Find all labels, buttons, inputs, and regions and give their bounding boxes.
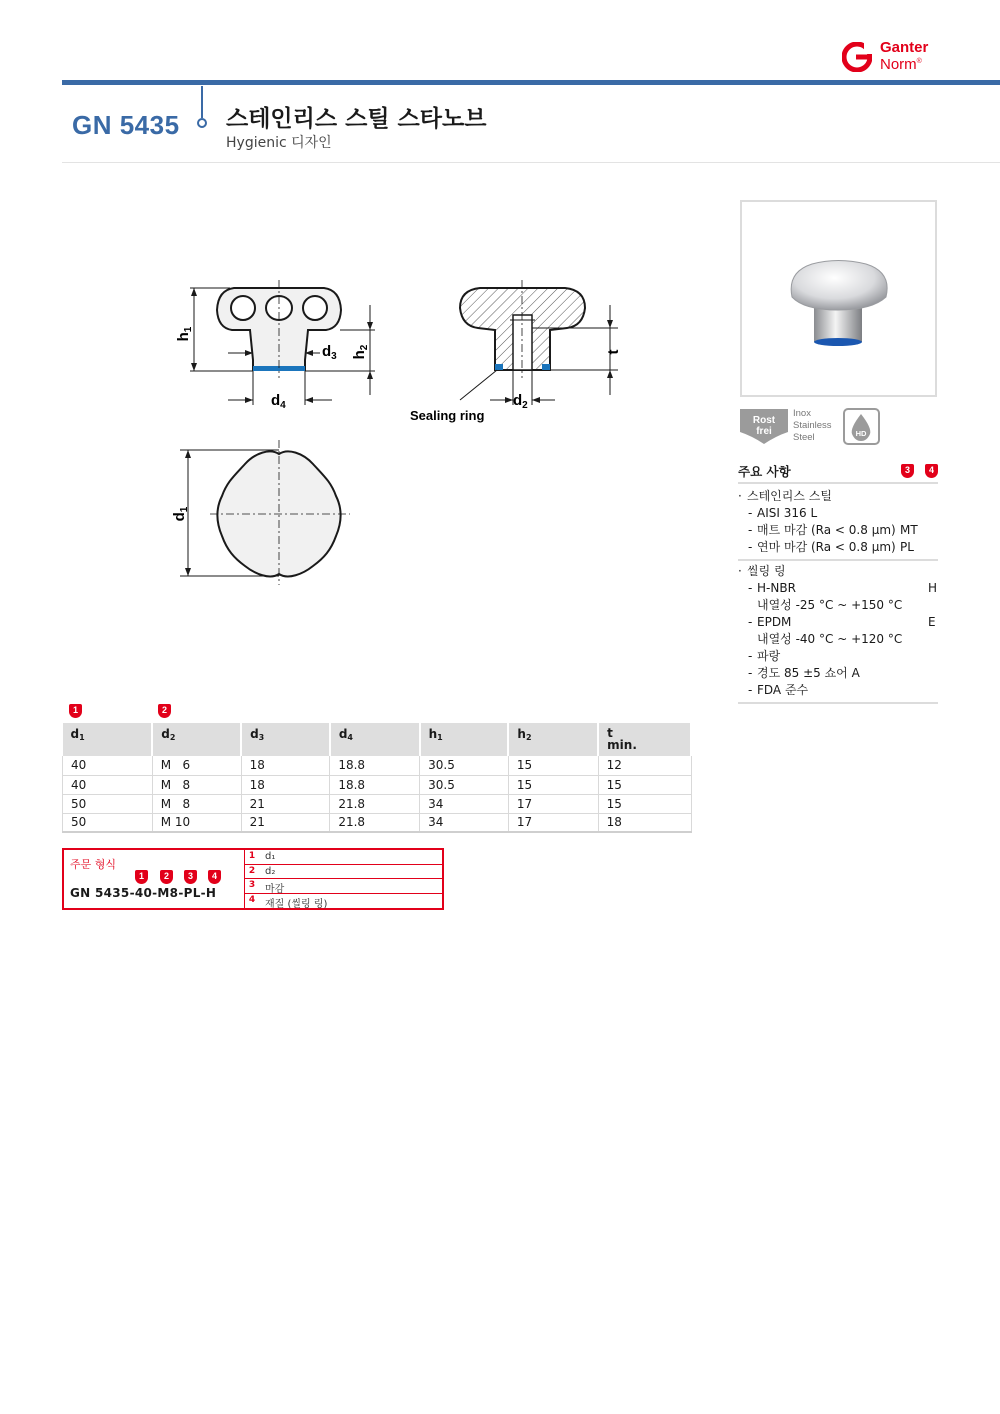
table-cell: 21.8 — [330, 794, 420, 813]
table-cell: 21 — [241, 813, 330, 832]
table-cell: 34 — [420, 813, 509, 832]
table-cell: 15 — [508, 756, 598, 775]
table-cell: M 6 — [152, 756, 241, 775]
feature-item: - 매트 마감 (Ra < 0.8 µm) MT — [748, 523, 918, 537]
order-legend-row: 3 마감 — [245, 879, 442, 894]
dimension-table — [62, 723, 692, 833]
table-cell: M 10 — [152, 813, 241, 832]
product-photo — [740, 200, 937, 397]
table-cell: 18.8 — [330, 775, 420, 794]
marker-1: 1 — [69, 704, 82, 718]
technical-drawing — [160, 260, 640, 590]
label-d1: $d_1$ — [171, 506, 190, 522]
header-divider — [201, 86, 203, 118]
marker-2: 2 — [158, 704, 171, 718]
label-h1: $h_1$ — [175, 326, 194, 342]
page-subtitle: Hygienic 디자인 — [226, 135, 332, 151]
col-d3: d3 — [241, 723, 330, 756]
table-cell: 17 — [508, 794, 598, 813]
rostfrei-icon — [740, 409, 788, 444]
features-header — [738, 462, 938, 484]
table-markers — [62, 704, 692, 720]
feature-item: - 연마 마감 (Ra < 0.8 µm) PL — [748, 540, 914, 554]
table-header-row — [63, 723, 692, 756]
label-d3: $d_3$ — [322, 343, 337, 362]
svg-text:frei: frei — [756, 426, 772, 437]
table-cell: 12 — [598, 756, 691, 775]
features-list — [738, 486, 938, 704]
brand-name: Ganter Norm® — [880, 39, 929, 73]
table-cell: 40 — [63, 756, 153, 775]
header-rule — [62, 80, 1000, 85]
table-cell: 18 — [241, 756, 330, 775]
marker-4: 4 — [925, 464, 938, 478]
svg-text:HD: HD — [855, 429, 867, 438]
feature-item: - H-NBR H — [748, 581, 938, 595]
knob-image — [742, 202, 935, 395]
order-marker-4: 4 — [208, 870, 221, 884]
side-view — [175, 280, 375, 411]
table-row — [63, 775, 692, 794]
table-cell: 21.8 — [330, 813, 420, 832]
feature-item: · 스테인리스 스틸 — [738, 489, 832, 503]
feature-item: · 씰링 링 — [738, 564, 786, 578]
features-title: 주요 사항 — [738, 464, 791, 479]
order-legend-row: 4 재질 (씰링 링) — [248, 894, 328, 910]
col-t-min: t min. — [598, 723, 691, 756]
col-d4: d4 — [330, 723, 420, 756]
feature-item: - AISI 316 L — [748, 506, 818, 520]
col-d2: d2 — [152, 723, 241, 756]
top-view — [171, 440, 350, 585]
feature-item: 내열성 -25 °C ~ +150 °C — [757, 598, 903, 612]
table-cell: 30.5 — [420, 775, 509, 794]
table-cell: 15 — [508, 775, 598, 794]
feature-group-seal — [738, 561, 938, 704]
ganter-norm-logo — [842, 40, 952, 74]
order-legend — [244, 850, 442, 908]
inox-stainless-steel-label — [793, 408, 832, 443]
svg-text:Inox: Inox — [793, 408, 811, 419]
table-cell: 50 — [63, 794, 153, 813]
table-cell: 18 — [241, 775, 330, 794]
label-d2: $d_2$ — [513, 392, 528, 411]
order-example-box — [62, 848, 444, 910]
col-h2: h2 — [508, 723, 598, 756]
material-badges — [738, 406, 938, 446]
table-row — [63, 794, 692, 813]
order-legend-row: 1 d₁ — [245, 850, 442, 865]
table-cell: 34 — [420, 794, 509, 813]
col-h1: h1 — [420, 723, 509, 756]
table-cell: 21 — [241, 794, 330, 813]
svg-text:Steel: Steel — [793, 432, 815, 443]
table-cell: M 8 — [152, 794, 241, 813]
table-cell: 40 — [63, 775, 153, 794]
label-h2: $h_2$ — [351, 344, 370, 360]
svg-text:Stainless: Stainless — [793, 420, 832, 431]
hygienic-design-icon — [844, 409, 879, 444]
col-d1: d1 — [63, 723, 153, 756]
order-marker-1: 1 — [135, 870, 148, 884]
header-divider-dot — [197, 118, 207, 128]
product-code: GN 5435 — [72, 110, 180, 140]
label-sealing-ring: Sealing ring — [410, 408, 485, 423]
table-cell: 18.8 — [330, 756, 420, 775]
ganter-logo-icon — [842, 42, 872, 72]
feature-item: - EPDM E — [748, 615, 936, 629]
feature-group-stainless — [738, 486, 938, 561]
table-row — [63, 756, 692, 775]
table-cell: 30.5 — [420, 756, 509, 775]
label-t: t — [605, 349, 622, 355]
order-legend-row: 2 d₂ — [245, 865, 442, 880]
table-cell: 15 — [598, 775, 691, 794]
order-code: GN 5435-40-M8-PL-H — [70, 886, 217, 900]
table-row — [63, 813, 692, 832]
header-bottom-rule — [62, 162, 1000, 163]
feature-item: 내열성 -40 °C ~ +120 °C — [757, 632, 903, 646]
feature-item: - 경도 85 ±5 쇼어 A — [748, 666, 860, 680]
section-view — [410, 280, 622, 423]
label-d4: $d_4$ — [271, 392, 286, 411]
order-marker-3: 3 — [184, 870, 197, 884]
table-cell: 17 — [508, 813, 598, 832]
table-cell: 50 — [63, 813, 153, 832]
table-cell: 15 — [598, 794, 691, 813]
order-marker-2: 2 — [160, 870, 173, 884]
feature-item: - FDA 준수 — [748, 683, 809, 697]
table-cell: M 8 — [152, 775, 241, 794]
table-cell: 18 — [598, 813, 691, 832]
feature-item: - 파랑 — [748, 649, 781, 663]
page-title: 스테인리스 스틸 스타노브 — [226, 106, 487, 132]
svg-text:Rost: Rost — [752, 415, 776, 426]
marker-3: 3 — [901, 464, 914, 478]
order-label: 주문 형식 — [70, 858, 117, 871]
